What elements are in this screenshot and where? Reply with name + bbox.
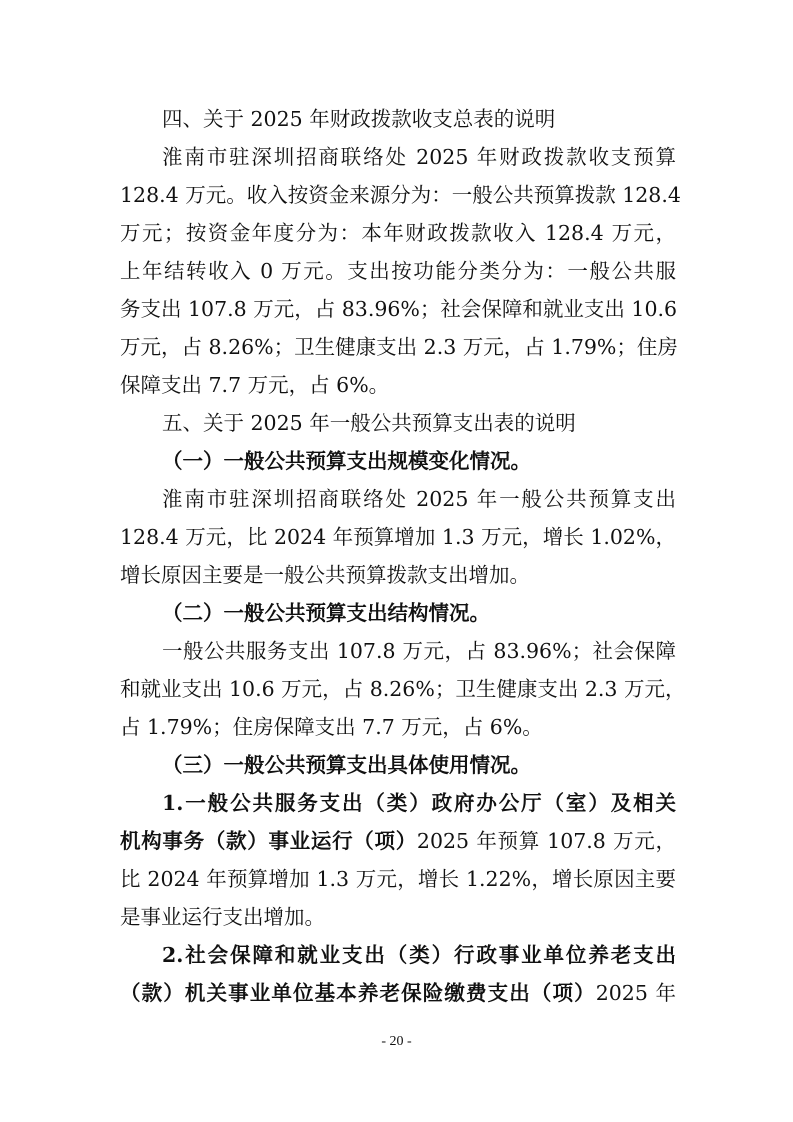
paragraph-line: 128.4 万元，比 2024 年预算增加 1.3 万元，增长 1.02%， xyxy=(120,525,676,549)
paragraph-line: 和就业支出 10.6 万元，占 8.26%；卫生健康支出 2.3 万元， xyxy=(120,677,686,701)
section-4-heading: 四、关于 2025 年财政拨款收支总表的说明 xyxy=(162,107,556,131)
paragraph-line: 比 2024 年预算增加 1.3 万元，增长 1.22%，增长原因主要 xyxy=(120,867,676,891)
paragraph-line: 淮南市驻深圳招商联络处 2025 年财政拨款收支预算 xyxy=(162,145,676,169)
item-1-budget-text: 2025 年预算 107.8 万元， xyxy=(416,829,676,853)
paragraph-line: 一般公共服务支出 107.8 万元，占 83.96%；社会保障 xyxy=(162,639,676,663)
item-1-title-continued: 机构事务（款）事业运行（项） xyxy=(120,829,417,853)
section-5-heading: 五、关于 2025 年一般公共预算支出表的说明 xyxy=(162,411,576,435)
paragraph-line: 万元，占 8.26%；卫生健康支出 2.3 万元，占 1.79%；住房 xyxy=(120,335,678,359)
paragraph-line: 上年结转收入 0 万元。支出按功能分类分为：一般公共服 xyxy=(120,259,676,283)
paragraph-line: 淮南市驻深圳招商联络处 2025 年一般公共预算支出 xyxy=(162,487,676,511)
item-2-mixed-line xyxy=(120,978,676,1008)
paragraph-line: 占 1.79%；住房保障支出 7.7 万元，占 6%。 xyxy=(120,715,543,739)
item-1-mixed-line xyxy=(120,826,676,856)
subsection-2-heading: （二）一般公共预算支出结构情况。 xyxy=(162,601,490,625)
paragraph-line: 128.4 万元。收入按资金来源分为：一般公共预算拨款 128.4 xyxy=(120,183,681,207)
item-1-title-line: 1.一般公共服务支出（类）政府办公厅（室）及相关 xyxy=(162,791,676,815)
item-2-title-line: 2.社会保障和就业支出（类）行政事业单位养老支出 xyxy=(162,943,676,967)
paragraph-line: 务支出 107.8 万元，占 83.96%；社会保障和就业支出 10.6 xyxy=(120,297,678,321)
subsection-3-heading: （三）一般公共预算支出具体使用情况。 xyxy=(162,753,531,777)
paragraph-line: 万元；按资金年度分为：本年财政拨款收入 128.4 万元， xyxy=(120,221,676,245)
paragraph-line: 保障支出 7.7 万元，占 6%。 xyxy=(120,373,390,397)
item-2-title-continued: （款）机关事业单位基本养老保险缴费支出（项） xyxy=(120,981,596,1005)
paragraph-line: 增长原因主要是一般公共预算拨款支出增加。 xyxy=(120,563,530,587)
subsection-1-heading: （一）一般公共预算支出规模变化情况。 xyxy=(162,449,531,473)
page-number: - 20 - xyxy=(381,1034,412,1049)
paragraph-line: 是事业运行支出增加。 xyxy=(120,905,325,929)
item-2-year-text: 2025 年 xyxy=(595,981,677,1005)
